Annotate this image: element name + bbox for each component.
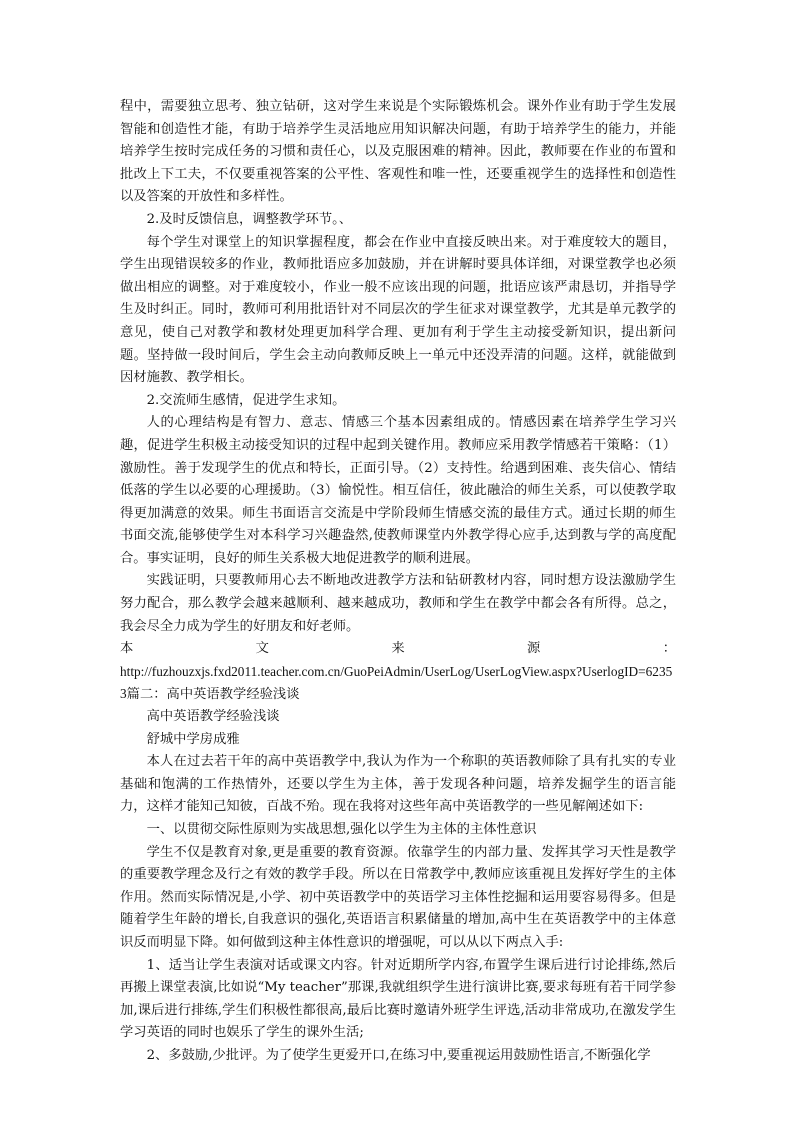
paragraph-emotion: 人的心理结构是有智力、意志、情感三个基本因素组成的。情感因素在培养学生学习兴趣，促进学生积极主动接受知识的过程中起到关键作用。教师应采用教学情感若干策略：（1）激励性。善于发现学生的优点和特长，正面引导。（2）支持性。给遇到困难、丧失信心、情结低落的学生以必要的心理援助。（3）愉悦性。相互信任，彼此融洽的师生关系，可以使教学取得更加满意的效果。师生书面语言交流是中学阶段师生情感交流的最佳方式。通过长期的师生书面交流,能够使学生对本科学习兴趣盎然,使教师课堂内外教学得心应手,达到教与学的高度配合。事实证明，良好的师生关系极大地促进教学的顺利进展。	[120, 415, 676, 566]
paragraph-point-one: 1、适当让学生表演对话或课文内容。针对近期所学内容,布置学生课后进行讨论排练,然后再搬上课堂表演,比如说“My teacher”那课,我就组织学生进行演讲比赛,要求每班有若干同学参加,课后进行排练,学生们积极性都很高,最后比赛时邀请外班学生评选,活动非常成功,在激发学生学习英语的同时也娱乐了学生的课外生活;	[120, 957, 676, 1041]
source-char: 源	[527, 641, 541, 657]
heading-section-one: 一、以贯彻交际性原则为实战思想,强化以学生为主体的主体性意识	[146, 822, 537, 837]
article-title: 高中英语教学经验浅谈	[146, 709, 280, 725]
paragraph-homework-value: 程中，需要独立思考、独立钻研，这对学生来说是个实际锻炼机会。课外作业有助于学生发展智能和创造性才能，有助于培养学生灵活地应用知识解决问题，有助于培养学生的能力，并能培养学生按时完成任务的习惯和责任心，以及克服困难的精神。因此，教师要在作业的布置和批改上下工夫，不仅要重视答案的公平性、客观性和唯一性，还要重视学生的选择性和创造性以及答案的开放性和多样性。	[120, 99, 676, 205]
source-url: http://fuzhouzxjs.fxd2011.teacher.com.cn/GuoPeiAdmin/UserLog/UserLogView.aspx?UserlogID=62353篇二：高中英语教学经验浅谈	[120, 663, 673, 702]
document-page	[120, 96, 676, 1068]
source-char: ：	[662, 641, 676, 657]
source-char: 本	[120, 641, 134, 657]
heading-emotion: 2.交流师生感情，促进学生求知。	[146, 392, 346, 408]
source-char: 来	[391, 641, 405, 657]
paragraph-conclusion: 实践证明，只要教师用心去不断地改进教学方法和钻研教材内容，同时想方设法激励学生努力配合，那么教学会越来越顺利、越来越成功，教师和学生在教学中都会各有所得。总之，我会尽全力成为学生的好朋友和好老师。	[120, 573, 676, 634]
article-author: 舒城中学房成雅	[146, 731, 240, 747]
paragraph-point-two: 2、多鼓励,少批评。为了使学生更爱开口,在练习中,要重视运用鼓励性语言,不断强化学	[146, 1047, 651, 1063]
paragraph-intro: 本人在过去若干年的高中英语教学中,我认为作为一个称职的英语教师除了具有扎实的专业基础和饱满的工作热情外，还要以学生为主体，善于发现各种问题，培养发掘学生的语言能力，这样才能知己知彼，百战不殆。现在我将对这些年高中英语教学的一些见解阐述如下:	[120, 754, 676, 815]
paragraph-student-resource: 学生不仅是教育对象,更是重要的教育资源。依靠学生的内部力量、发挥其学习天性是教学的重要教学理念及行之有效的教学手段。所以在日常教学中,教师应该重视且发挥好学生的主体作用。然而实际情况是,小学、初中英语教学中的英语学习主体性挖掘和运用要容易得多。但是随着学生年龄的增长,自我意识的强化,英语语言积累储量的增加,高中生在英语教学中的主体意识反而明显下降。如何做到这种主体性意识的增强呢，可以从以下两点入手:	[120, 844, 676, 950]
source-label	[120, 638, 676, 661]
heading-feedback: 2.及时反馈信息，调整教学环节。、	[146, 211, 353, 227]
paragraph-feedback: 每个学生对课堂上的知识掌握程度，都会在作业中直接反映出来。对于难度较大的题目，学生出现错误较多的作业，教师批语应多加鼓励，并在讲解时要具体详细，对课堂教学也必须做出相应的调整。对于难度较小，作业一般不应该出现的问题，批语应该严肃恳切，并指导学生及时纠正。同时，教师可利用批语针对不同层次的学生征求对课堂教学，尤其是单元教学的意见，使自己对教学和教材处理更加科学合理、更加有利于学生主动接受新知识，提出新问题。坚持做一段时间后，学生会主动向教师反映上一单元中还没弄清的问题。这样，就能做到因材施教、教学相长。	[120, 234, 676, 386]
source-char: 文	[255, 641, 269, 657]
